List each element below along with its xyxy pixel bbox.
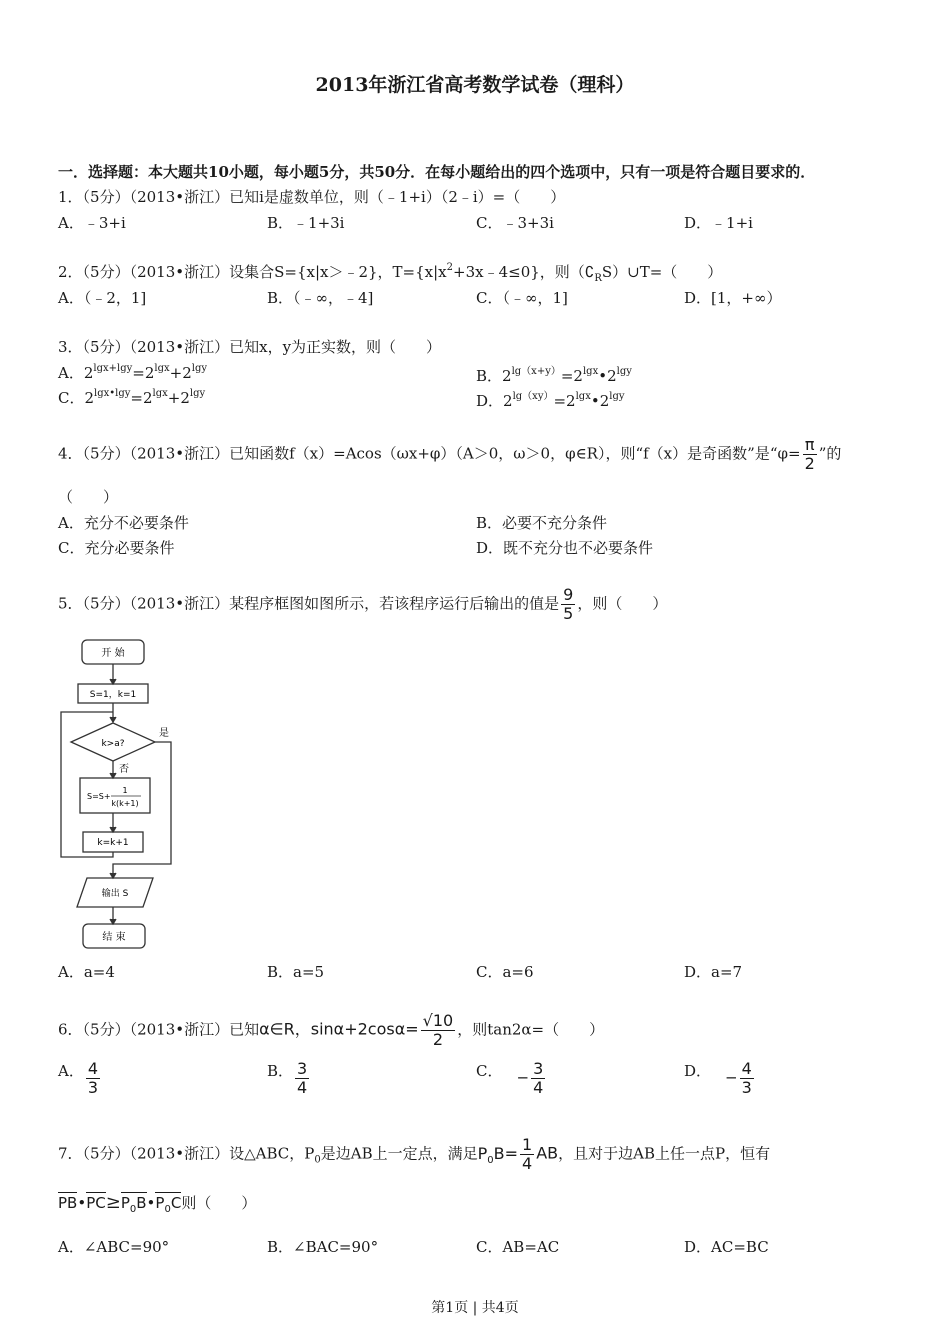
q3-d-exp1: lg（xy） (512, 391, 554, 402)
q3-c-exp2: lgx (152, 388, 168, 399)
question-6-stem (58, 1012, 604, 1049)
q3-a-exp3: lgy (191, 363, 208, 374)
q2-stem-part-a: 2．（5分）（2013•浙江）设集合S={x|x＞﹣2}，T={x|x (58, 263, 447, 281)
q2-option-d: D．[1，+∞） (684, 289, 782, 307)
q4-answer-paren: （ ） (58, 488, 119, 506)
q6-c-label: C． (476, 1062, 503, 1080)
q7-vec-p0b-end: B (136, 1194, 147, 1212)
q3-d-mid2: •2 (590, 392, 610, 410)
q6-a-den: 3 (87, 1078, 99, 1097)
q7-option-d: D．AC=BC (684, 1238, 769, 1256)
q3-c-mid: =2 (130, 389, 153, 407)
q6-stem-end: ，则tan2α=（ ） (457, 1020, 605, 1039)
q7-vec-p0b-sub: 0 (129, 1204, 137, 1215)
q3-b-exp2: lgx (582, 366, 599, 377)
q7-vec-p0c (155, 1192, 182, 1215)
flow-init-label: S=1，k=1 (89, 690, 137, 700)
q6-stem-text: 6．（5分）（2013•浙江）已知 (58, 1020, 260, 1039)
q6-d-fraction (740, 1060, 754, 1097)
q7-p0b-p: P (477, 1143, 488, 1163)
flow-cond-label: k>a? (101, 739, 125, 749)
q6-c-num: 3 (533, 1059, 544, 1078)
q3-d-exp2: lgx (575, 391, 591, 402)
q6-c-sign: − (516, 1068, 530, 1087)
section-heading: 一．选择题：本大题共10小题，每小题5分，共50分．在每小题给出的四个选项中，只有一项是符合题目要求的． (58, 163, 816, 181)
q7-vec-p0b-p: P (120, 1194, 130, 1212)
q3-d-exp3: lgy (609, 391, 625, 402)
q7-stem-part-c: ，且对于边AB上任一点P，恒有 (558, 1144, 771, 1163)
flow-end-label: 结 束 (102, 932, 126, 943)
q7-vec-p0c-sub: 0 (164, 1204, 171, 1215)
q3-a-exp2: lgx (154, 363, 170, 374)
q5-option-d: D．a=7 (684, 963, 743, 981)
q5-stem-text: 5．（5分）（2013•浙江）某程序框图如图所示，若该程序运行后输出的值是 (58, 594, 560, 613)
flow-update-prefix: S=S+ (87, 792, 111, 801)
q7-fraction (520, 1136, 534, 1173)
q7-option-b: B．∠BAC=90° (267, 1238, 379, 1256)
q4-option-c: C．充分必要条件 (58, 539, 175, 557)
q2-option-c: C．（﹣∞，1] (476, 289, 568, 307)
q7-dot-1: • (77, 1194, 87, 1212)
question-4-stem (58, 436, 841, 473)
flow-no-label: 否 (119, 764, 129, 775)
q7-p0b-sub: 0 (487, 1154, 494, 1166)
q7-line2-end: 则（ ） (181, 1194, 257, 1212)
q2-stem-part-b: +3x﹣4≤0}，则（∁ (453, 263, 595, 281)
flow-output-label: 输出 S (101, 889, 129, 899)
q6-b-num: 3 (297, 1059, 308, 1078)
q3-b-exp1: lg（x+y） (511, 366, 561, 377)
q7-vec-p0c-p: P (155, 1194, 165, 1212)
q5-frac-den: 5 (563, 604, 574, 623)
q6-option-a (58, 1060, 102, 1097)
flow-update-den: k(k+1) (111, 799, 139, 808)
flowchart (55, 635, 185, 955)
q4-option-d: D．既不充分也不必要条件 (476, 539, 654, 557)
q7-p0b (477, 1143, 519, 1166)
q4-stem-end: ”的 (818, 444, 842, 463)
q6-c-fraction (531, 1060, 545, 1097)
q7-vec-pb: PB (58, 1194, 78, 1212)
q7-geq: ≥ (105, 1192, 121, 1213)
q7-vec-p0b (120, 1192, 147, 1215)
question-3-stem: 3．（5分）（2013•浙江）已知x，y为正实数，则（ ） (58, 338, 442, 356)
q3-a-mid2: +2 (169, 364, 192, 382)
q7-vec-p0c-end: C (170, 1194, 182, 1212)
q7-ab: AB (536, 1143, 559, 1163)
q7-option-a: A．∠ABC=90° (58, 1238, 170, 1256)
flow-start-label: 开 始 (101, 648, 125, 659)
q5-option-c: C．a=6 (476, 963, 534, 981)
q3-b-label: B．2 (476, 367, 512, 385)
q3-option-c (58, 387, 205, 408)
q2-option-a: A．（﹣2，1] (58, 289, 147, 307)
q3-option-a (58, 362, 207, 383)
q6-option-b (267, 1060, 311, 1097)
question-7-stem (58, 1136, 770, 1173)
q3-b-mid: =2 (560, 367, 583, 385)
flow-loop-line (61, 712, 113, 857)
q4-frac-num: π (804, 435, 815, 454)
q3-a-exp1: lgx+lgy (93, 363, 133, 374)
question-2-stem (58, 261, 722, 284)
q1-option-d: D．﹣1+i (684, 214, 753, 232)
q7-frac-num: 1 (522, 1135, 533, 1154)
q5-option-b: B．a=5 (267, 963, 325, 981)
q6-frac-num: √10 (422, 1011, 454, 1030)
q6-b-den: 4 (297, 1078, 308, 1097)
q6-d-den: 3 (741, 1078, 752, 1097)
question-5-stem (58, 586, 667, 623)
q7-frac-den: 4 (522, 1154, 533, 1173)
q3-option-d (476, 387, 625, 411)
q5-frac-num: 9 (563, 585, 574, 604)
q6-a-label: A． (58, 1062, 84, 1080)
q6-b-fraction (295, 1060, 309, 1097)
q6-d-label: D． (684, 1062, 712, 1080)
q3-c-exp1: lgx•lgy (94, 388, 131, 399)
q5-stem-end: ，则（ ） (577, 594, 668, 613)
q6-option-d (684, 1060, 756, 1097)
q6-a-fraction (86, 1060, 100, 1097)
q2-stem-sub: R (594, 273, 602, 284)
q3-d-label: D．2 (476, 392, 513, 410)
q1-option-a: A．﹣3+i (58, 214, 126, 232)
q5-fraction (561, 586, 575, 623)
q7-dot-2: • (146, 1194, 156, 1212)
q3-a-label: A．2 (58, 364, 94, 382)
q6-d-num: 4 (741, 1059, 752, 1078)
flow-update-num: 1 (122, 786, 128, 795)
q6-a-num: 4 (87, 1059, 99, 1078)
q4-fraction (803, 436, 817, 473)
q3-c-exp3: lgy (189, 388, 206, 399)
q1-option-b: B．﹣1+3i (267, 214, 345, 232)
question-1-stem: 1．（5分）（2013•浙江）已知i是虚数单位，则（﹣1+i）（2﹣i）=（ ） (58, 188, 566, 206)
q7-vec-pc: PC (86, 1194, 106, 1212)
q6-option-c (476, 1060, 547, 1097)
q1-option-c: C．﹣3+3i (476, 214, 554, 232)
q3-a-mid: =2 (132, 364, 155, 382)
q6-b-label: B． (267, 1062, 294, 1080)
q2-stem-sup: 2 (446, 262, 454, 273)
q7-inequality-line (58, 1192, 256, 1215)
q2-option-b: B．（﹣∞，﹣4] (267, 289, 374, 307)
flow-yes-label: 是 (159, 728, 169, 739)
q2-stem-part-c: S）∪T=（ ） (601, 263, 723, 281)
flow-yes-line (113, 742, 171, 878)
q7-option-c: C．AB=AC (476, 1238, 560, 1256)
q3-b-mid2: •2 (598, 367, 617, 385)
q4-stem-text: 4．（5分）（2013•浙江）已知函数f（x）=Acos（ωx+φ）（A＞0，ω＞0，φ∈R），则“f（x）是奇函数”是“φ= (58, 444, 801, 463)
q7-stem-part-a: 7．（5分）（2013•浙江）设△ABC，P (58, 1144, 315, 1163)
q3-c-mid2: +2 (167, 389, 190, 407)
q3-d-mid: =2 (553, 392, 576, 410)
q7-p0b-end: B= (493, 1143, 519, 1163)
q3-b-exp3: lgy (616, 366, 632, 377)
q6-expression: α∈R，sinα+2cosα= (259, 1019, 419, 1039)
q6-fraction (421, 1012, 456, 1049)
q5-option-a: A．a=4 (58, 963, 115, 981)
page-title: 2013年浙江省高考数学试卷（理科） (315, 74, 635, 96)
q3-c-label: C．2 (58, 389, 95, 407)
q3-option-b (476, 362, 632, 386)
flow-inc-label: k=k+1 (97, 838, 129, 848)
q6-c-den: 4 (533, 1078, 544, 1097)
q7-stem-sub: 0 (314, 1154, 321, 1166)
q4-frac-den: 2 (804, 454, 815, 473)
q4-option-b: B．必要不充分条件 (476, 514, 608, 532)
page-footer: 第1页 | 共4页 (431, 1300, 519, 1316)
q6-d-sign: − (725, 1068, 738, 1087)
q7-stem-part-b: 是边AB上一定点，满足 (320, 1144, 478, 1163)
q6-frac-den: 2 (421, 1030, 456, 1049)
q4-option-a: A．充分不必要条件 (58, 514, 189, 532)
